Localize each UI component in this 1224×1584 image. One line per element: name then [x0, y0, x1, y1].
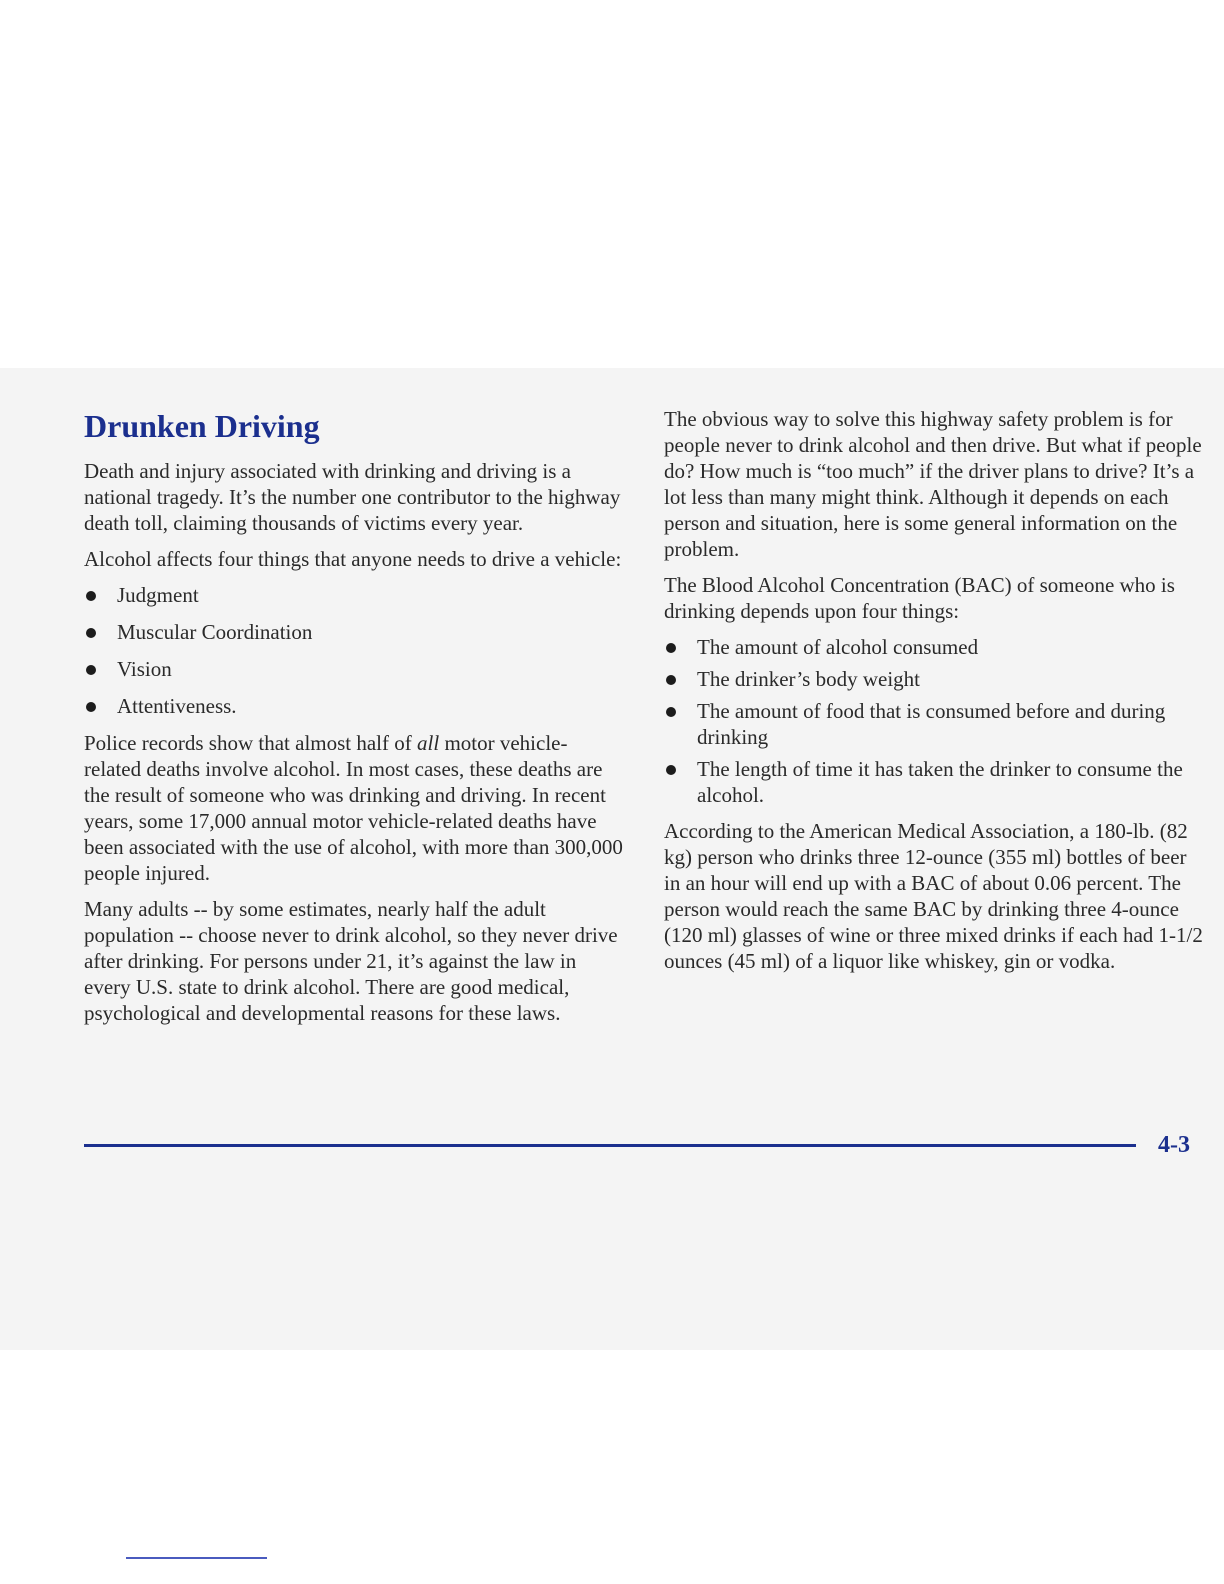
bullet-icon — [86, 628, 96, 638]
list-item — [84, 582, 624, 608]
list-item-text: Muscular Coordination — [117, 620, 313, 644]
alcohol-effects-intro: Alcohol affects four things that anyone needs to drive a vehicle: — [84, 547, 622, 571]
bullet-icon — [666, 643, 676, 653]
list-item — [664, 756, 1204, 808]
police-records-paragraph: Police records show that almost half of all motor vehicle-related deaths involve alcohol. In most cases, these deaths are the result of someone who was drinking and driving. In recent years, some 17,000 annual motor vehicle-related deaths have been associated with the use of alcohol, with more than 300,000 people injured. — [84, 731, 623, 885]
bullet-icon — [86, 702, 96, 712]
ama-paragraph: According to the American Medical Association, a 180-lb. (82 kg) person who drinks three 12-ounce (355 ml) bottles of beer in an hour will end up with a BAC of about 0.06 percent. The person would reach the same BAC by drinking three 4-ounce (120 ml) glasses of wine or three mixed drinks if each had 1-1/2 ounces (45 ml) of a liquor like whiskey, gin or vodka. — [664, 819, 1203, 973]
bac-intro-paragraph: The Blood Alcohol Concentration (BAC) of someone who is drinking depends upon four things: — [664, 573, 1175, 623]
alcohol-effects-list — [84, 582, 624, 719]
section-title: Drunken Driving — [84, 408, 320, 444]
bullet-icon — [666, 707, 676, 717]
list-item — [84, 693, 624, 719]
adults-paragraph: Many adults -- by some estimates, nearly half the adult population -- choose never to drink alcohol, so they never drive after drinking. For persons under 21, it’s against the law in every U.S. state to drink alcohol. There are good medical, psychological and developmental reasons for these laws. — [84, 897, 618, 1025]
list-item — [84, 619, 624, 645]
list-item — [664, 634, 1204, 660]
list-item-text: Vision — [117, 657, 172, 681]
list-item — [84, 656, 624, 682]
footer-rule — [84, 1144, 1136, 1147]
list-item — [664, 666, 1204, 692]
list-item-text: The drinker’s body weight — [697, 667, 920, 691]
list-item-text: Attentiveness. — [117, 694, 237, 718]
page-number: 4-3 — [1158, 1132, 1190, 1158]
emphasis-all: all — [417, 731, 440, 755]
list-item-text: The amount of alcohol consumed — [697, 635, 979, 659]
list-item-text: Judgment — [117, 583, 199, 607]
intro-paragraph: Death and injury associated with drinking and driving is a national tragedy. It’s the number one contributor to the highway death toll, claiming thousands of victims every year. — [84, 459, 621, 535]
bac-factors-list — [664, 634, 1204, 808]
list-item-text: The amount of food that is consumed before and during drinking — [697, 699, 1166, 749]
safety-problem-paragraph: The obvious way to solve this highway safety problem is for people never to drink alcohol and then drive. But what if people do? How much is “too much” if the driver plans to drive? It’s a lot less than many might think. Although it depends on each person and situation, here is some general information on the problem. — [664, 407, 1202, 561]
list-item — [664, 698, 1204, 750]
manual-page — [0, 368, 1224, 1350]
list-item-text: The length of time it has taken the drinker to consume the alcohol. — [697, 757, 1183, 807]
bullet-icon — [666, 675, 676, 685]
footer-divider — [126, 1557, 267, 1559]
right-column — [664, 406, 1204, 984]
bullet-icon — [86, 665, 96, 675]
bullet-icon — [86, 591, 96, 601]
bullet-icon — [666, 765, 676, 775]
left-column — [84, 408, 624, 1036]
